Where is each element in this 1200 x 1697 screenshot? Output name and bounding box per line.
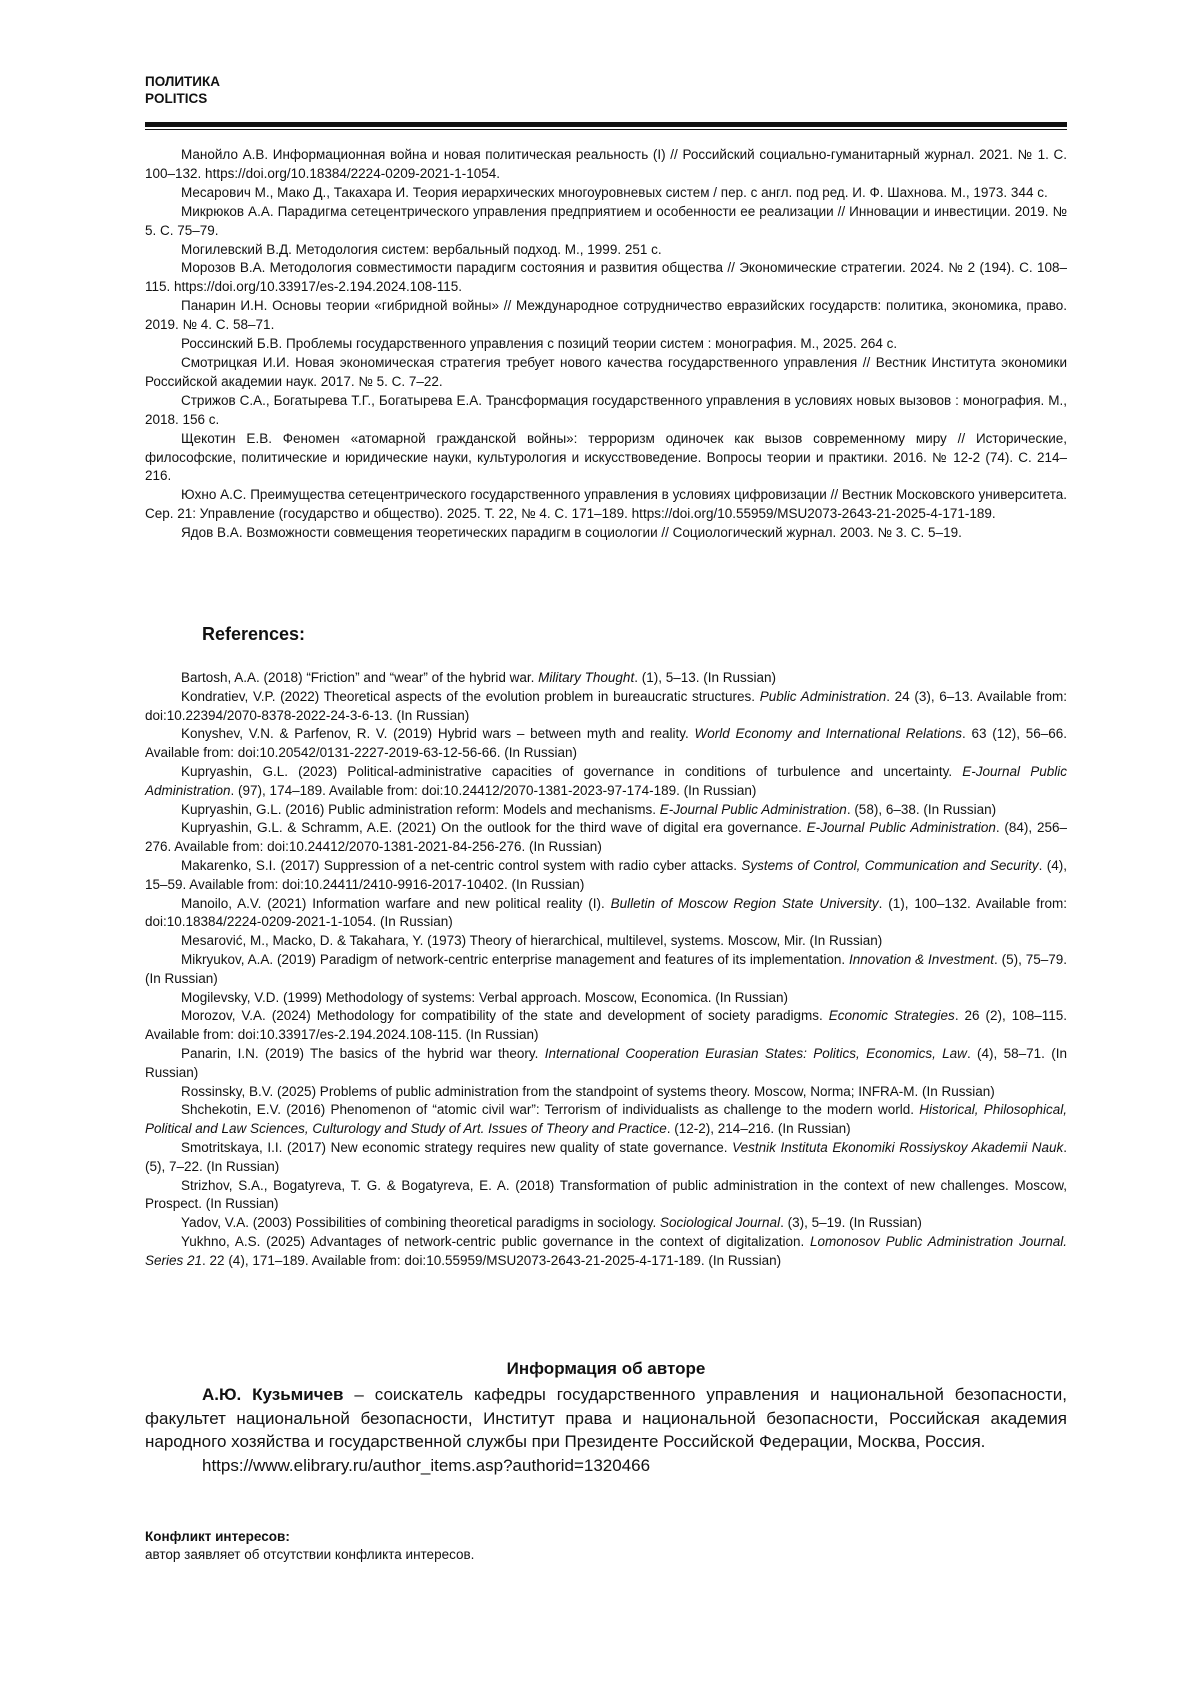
- author-description: А.Ю. Кузьмичев – соискатель кафедры государственного управления и национальной безопасности, факультет национальной безопасности, Институт права и национальной безопасности, Российская академия народного хозяйства и государственной службы при Президенте Российской Федерации, Москва, Россия.: [145, 1385, 1067, 1451]
- bibliography-entry: Морозов В.А. Методология совместимости парадигм состояния и развития общества // Экономические стратегии. 2024. № 2 (194). С. 108–115. https://doi.org/10.33917/es-2.194.2024.108-115.: [145, 260, 1067, 295]
- reference-entry: Bartosh, A.A. (2018) “Friction” and “wear” of the hybrid war. Military Thought. (1), 5–13. (In Russian): [181, 670, 777, 685]
- reference-entry: Morozov, V.A. (2024) Methodology for compatibility of the state and development of society paradigms. Economic Strategies. 26 (2), 108–115. Available from: doi:10.33917/es-2.194.2024.108-115. (In Russian): [145, 1008, 1068, 1043]
- bibliography-entry: Манойло А.В. Информационная война и новая политическая реальность (I) // Российский социально-гуманитарный журнал. 2021. № 1. С. 100–132. https://doi.org/10.18384/2224-0209-2021-1-1054.: [145, 147, 1067, 181]
- reference-entry: Yukhno, A.S. (2025) Advantages of network-centric public governance in the context of digitalization. Lomonosov Public Administration Journal. Series 21. 22 (4), 171–189. Available from: doi:10.55959/MSU2073-2643-21-2025-4-171-189. (In Russian): [145, 1233, 1067, 1268]
- author-name: А.Ю. Кузьмичев: [202, 1385, 344, 1404]
- reference-entry: Shchekotin, E.V. (2016) Phenomenon of “atomic civil war”: Terrorism of individualists as challenge to the modern world. Historical, Philosophical, Political and Law Sciences, Culturology and Study of Art. Issues of Theory and Practice. (12-2), 214–216. (In Russian): [145, 1102, 1067, 1137]
- conflict-text: автор заявляет об отсутствии конфликта интересов.: [145, 1547, 475, 1562]
- reference-entry: Kupryashin, G.L. & Schramm, A.E. (2021) On the outlook for the third wave of digital era governance. E-Journal Public Administration. (84), 256–276. Available from: doi:10.24412/2070-1381-2021-84-256-276. (In Russian): [145, 820, 1067, 855]
- reference-entry: Kupryashin, G.L. (2016) Public administration reform: Models and mechanisms. E-Journal Public Administration. (58), 6–38. (In Russian): [181, 801, 997, 817]
- reference-entry: Smotritskaya, I.I. (2017) New economic strategy requires new quality of state governance. Vestnik Instituta Ekonomiki Rossiyskoy Akademii Nauk. (5), 7–22. (In Russian): [145, 1139, 1067, 1174]
- bibliography-entry: Микрюков А.А. Парадигма сетецентрического управления предприятием и особенности ее реализации // Инновации и инвестиции. 2019. № 5. С. 75–79.: [145, 203, 1067, 238]
- reference-entry: Strizhov, S.A., Bogatyreva, T. G. & Bogatyreva, E. A. (2018) Transformation of public administration in the context of new challenges. Moscow, Prospect. (In Russian): [145, 1177, 1067, 1212]
- bibliography-entry: Россинский Б.В. Проблемы государственного управления с позиций теории систем : монография. М., 2025. 264 с.: [181, 336, 898, 352]
- author-info-heading: Информация об авторе: [506, 1359, 706, 1378]
- bibliography-entry: Смотрицкая И.И. Новая экономическая стратегия требует нового качества государственного управления // Вестник Института экономики Российской академии наук. 2017. № 5. С. 7–22.: [145, 354, 1067, 389]
- bibliography-entry: Могилевский В.Д. Методология систем: вербальный подход. М., 1999. 251 с.: [181, 241, 662, 257]
- conflict-of-interest: [145, 1528, 474, 1564]
- reference-entry: Panarin, I.N. (2019) The basics of the hybrid war theory. International Cooperation Eurasian States: Politics, Economics, Law. (4), 58–71. (In Russian): [145, 1045, 1067, 1080]
- reference-entry: Konyshev, V.N. & Parfenov, R. V. (2019) Hybrid wars – between myth and reality. World Economy and International Relations. 63 (12), 56–66. Available from: doi:10.20542/0131-2227-2019-63-12-56-66. (In Russian): [145, 726, 1067, 761]
- reference-entry: Mogilevsky, V.D. (1999) Methodology of systems: Verbal approach. Moscow, Economica. (In Russian): [181, 989, 789, 1005]
- bibliography-entry: Месарович М., Мако Д., Такахара И. Теория иерархических многоуровневых систем / пер. с англ. под ред. И. Ф. Шахнова. М., 1973. 344 с.: [181, 184, 1048, 200]
- bibliography-entry: Панарин И.Н. Основы теории «гибридной войны» // Международное сотрудничество евразийских государств: политика, экономика, право. 2019. № 4. С. 58–71.: [145, 298, 1067, 333]
- bibliography-entry: Ядов В.А. Возможности совмещения теоретических парадигм в социологии // Социологический журнал. 2003. № 3. С. 5–19.: [181, 525, 962, 541]
- reference-entry: Kupryashin, G.L. (2023) Political-administrative capacities of governance in conditions of turbulence and uncertainty. E-Journal Public Administration. (97), 174–189. Available from: doi:10.24412/2070-1381-2023-97-174-189. (In Russian): [145, 763, 1067, 798]
- bibliography-list: [145, 146, 1067, 543]
- reference-entry: Rossinsky, B.V. (2025) Problems of public administration from the standpoint of systems theory. Moscow, Norma; INFRA-M. (In Russian): [181, 1083, 995, 1099]
- header-rule-thin: [145, 129, 1067, 130]
- references-heading: References:: [202, 624, 306, 644]
- references-list: [145, 669, 1067, 1271]
- reference-entry: Manoilo, A.V. (2021) Information warfare and new political reality (I). Bulletin of Moscow Region State University. (1), 100–132. Available from: doi:10.18384/2224-0209-2021-1-1054. (In Russian): [145, 895, 1068, 930]
- bibliography-entry: Юхно А.С. Преимущества сетецентрического государственного управления в условиях цифровизации // Вестник Московского университета. Сер. 21: Управление (государство и общество). 2025. Т. 22, № 4. С. 171–189. https://doi.org/10.55959/MSU2073-2643-21-2025-4-171-189.: [145, 487, 1067, 522]
- header-rule-thick: [145, 122, 1067, 127]
- conflict-label: Конфликт интересов:: [145, 1529, 290, 1544]
- bibliography-entry: Стрижов С.А., Богатырева Т.Г., Богатырева Е.А. Трансформация государственного управления в условиях новых вызовов : монография. М., 2018. 156 с.: [145, 392, 1067, 427]
- section-title-ru: ПОЛИТИКА: [145, 74, 220, 89]
- author-profile-link[interactable]: https://www.elibrary.ru/author_items.asp?authorid=1320466: [202, 1455, 651, 1475]
- reference-entry: Makarenko, S.I. (2017) Suppression of a net-centric control system with radio cyber attacks. Systems of Control, Communication and Security. (4), 15–59. Available from: doi:10.24411/2410-9916-2017-10402. (In Russian): [145, 857, 1067, 892]
- reference-entry: Yadov, V.A. (2003) Possibilities of combining theoretical paradigms in sociology. Sociological Journal. (3), 5–19. (In Russian): [181, 1215, 922, 1231]
- section-title-en: POLITICS: [145, 91, 208, 106]
- author-info: [145, 1383, 1067, 1477]
- section-header: [145, 73, 220, 107]
- reference-entry: Kondratiev, V.P. (2022) Theoretical aspects of the evolution problem in bureaucratic structures. Public Administration. 24 (3), 6–13. Available from: doi:10.22394/2070-8378-2022-24-3-6-13. (In Russian): [145, 688, 1067, 723]
- reference-entry: Mikryukov, A.A. (2019) Paradigm of network-centric enterprise management and features of its implementation. Innovation & Investment. (5), 75–79. (In Russian): [145, 951, 1068, 986]
- bibliography-entry: Щекотин Е.В. Феномен «атомарной гражданской войны»: терроризм одиночек как вызов современному миру // Исторические, философские, политические и юридические науки, культурология и искусствоведение. Вопросы теории и практики. 2016. № 12-2 (74). С. 214–216.: [145, 430, 1067, 484]
- reference-entry: Mesarović, M., Macko, D. & Takahara, Y. (1973) Theory of hierarchical, multilevel, systems. Moscow, Mir. (In Russian): [181, 933, 883, 949]
